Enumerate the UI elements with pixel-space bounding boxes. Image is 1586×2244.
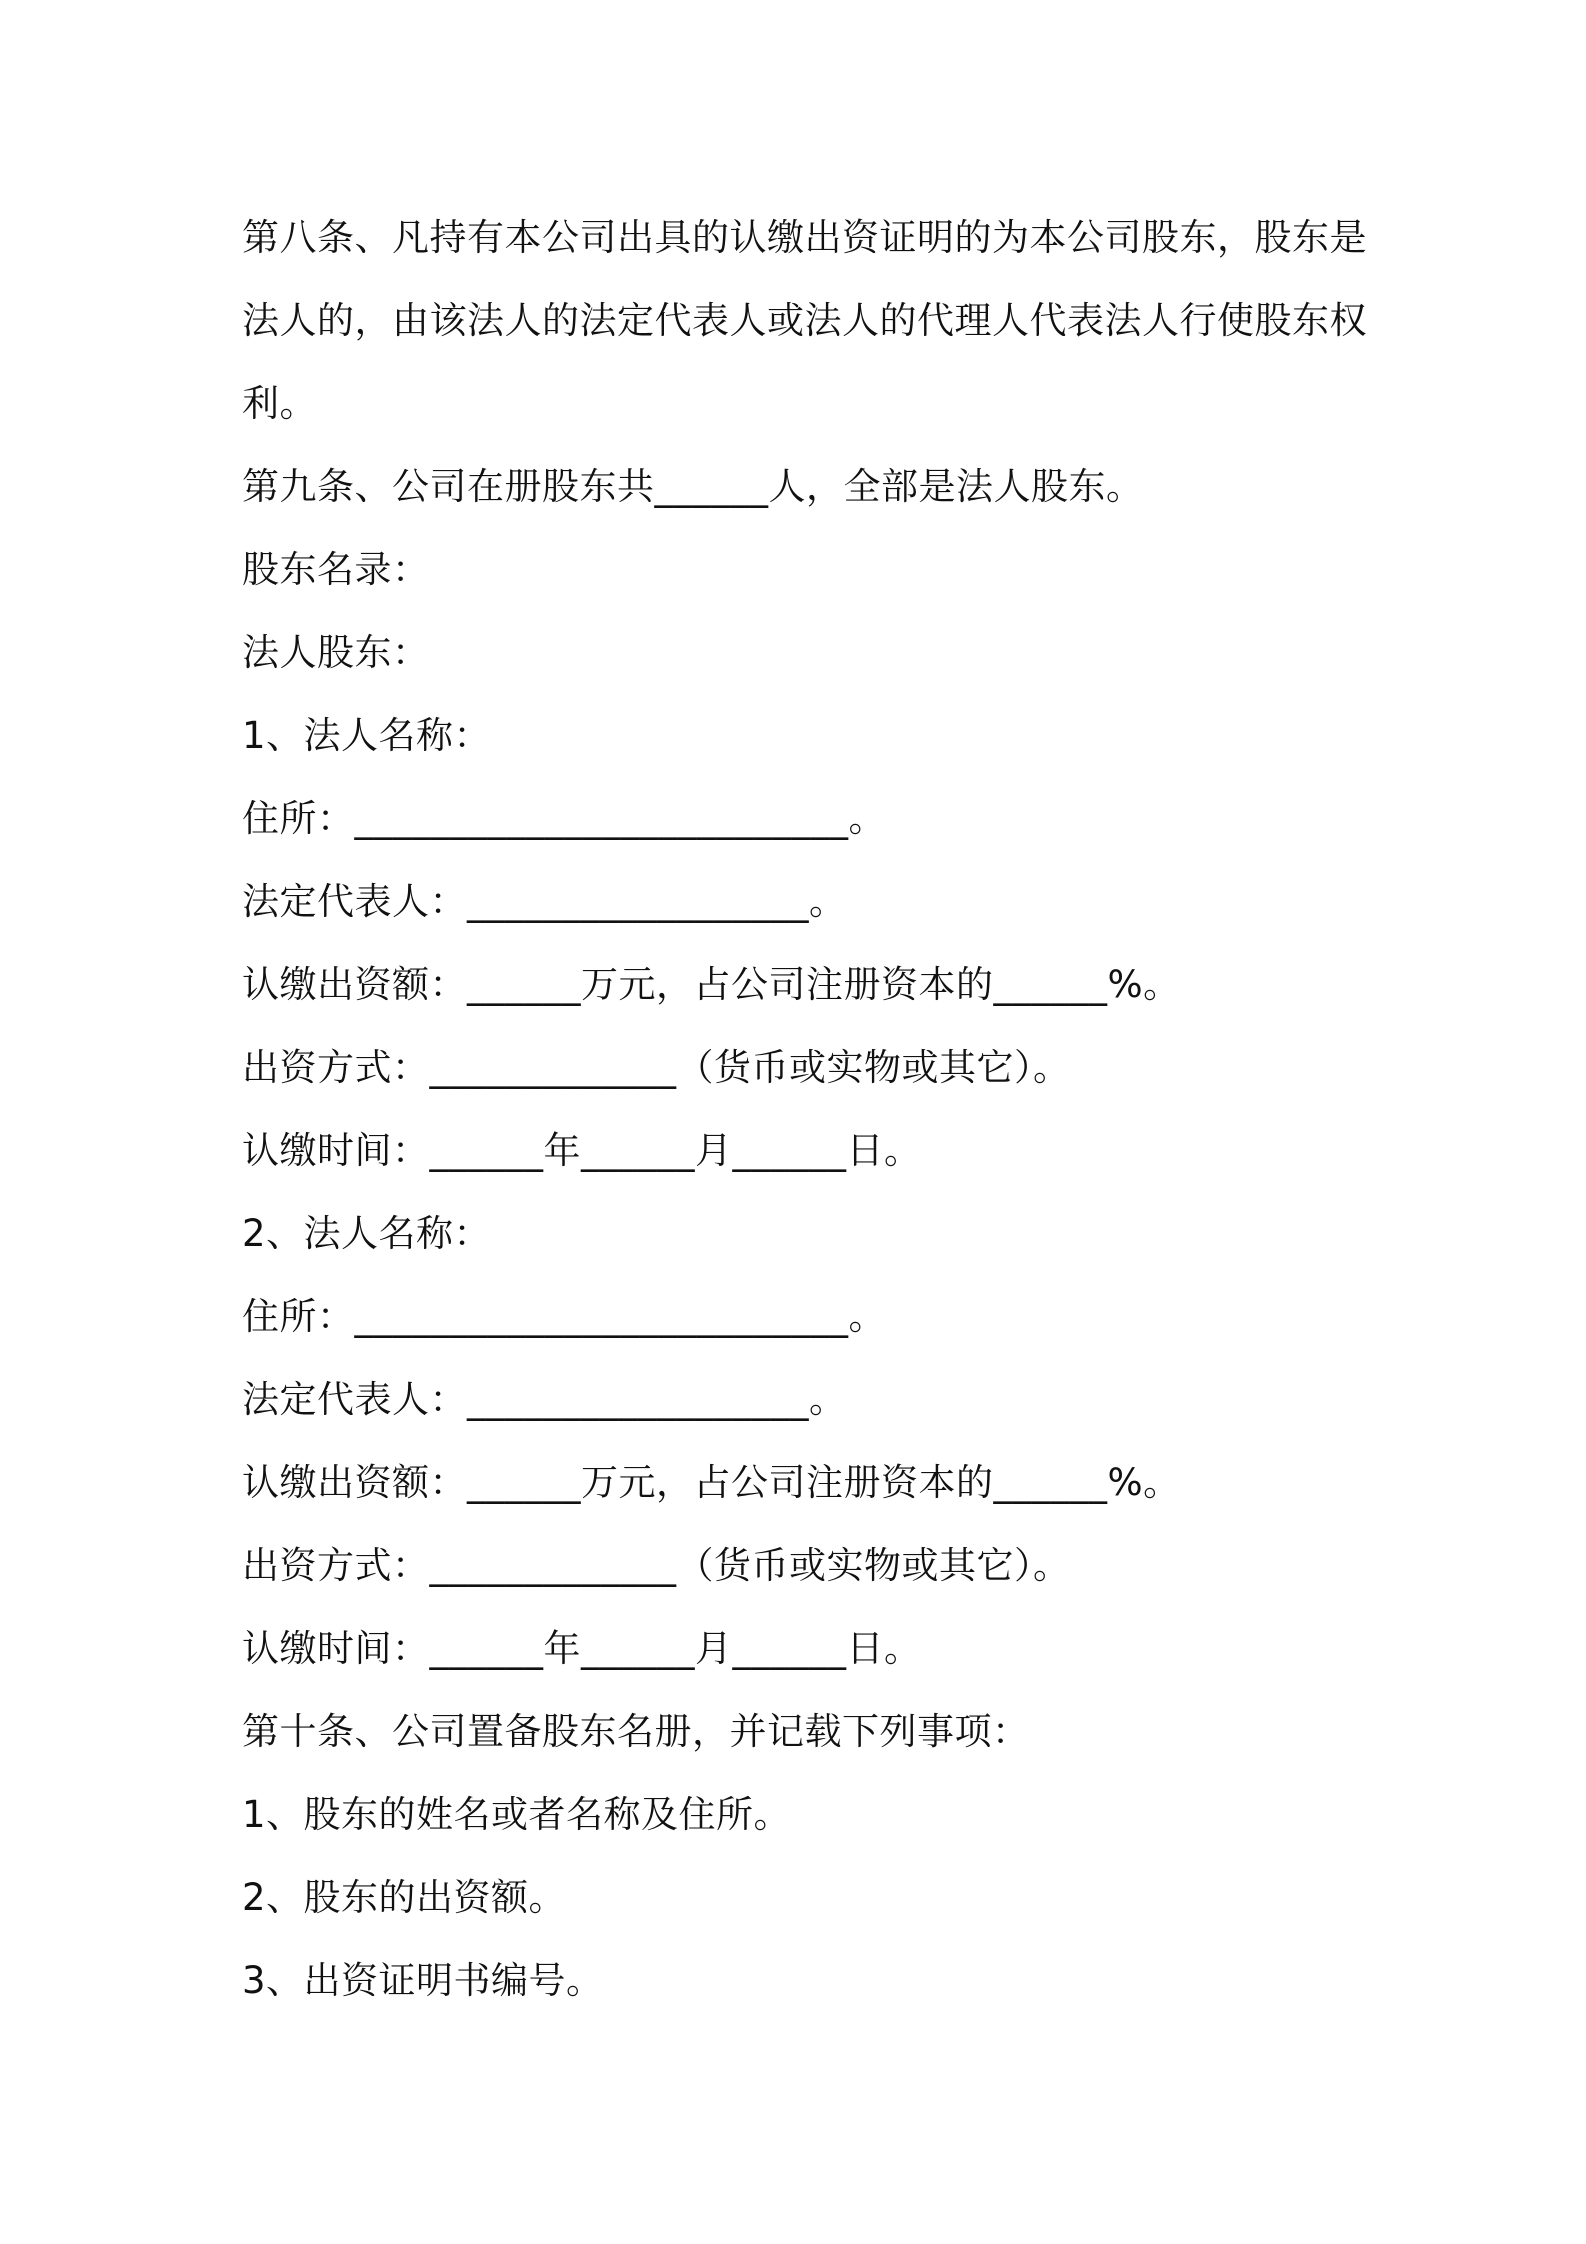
shareholder-2-name: 2、法人名称： (242, 1212, 492, 1255)
shareholder-list-heading: 股东名录： (242, 548, 430, 591)
shareholder-1-subscribed-capital: 认缴出资额：______万元，占公司注册资本的______%。 (242, 963, 1181, 1006)
register-item-3: 3、出资证明书编号。 (242, 1959, 604, 2002)
article-8-line-2: 法人的，由该法人的法定代表人或法人的代理人代表法人行使股东权 (242, 299, 1367, 342)
shareholder-2-address: 住所：__________________________。 (242, 1295, 886, 1338)
shareholder-2-legal-representative: 法定代表人：__________________。 (242, 1378, 847, 1421)
shareholder-2-contribution-method: 出资方式：_____________（货币或实物或其它）。 (242, 1544, 1071, 1587)
shareholder-2-subscribed-capital: 认缴出资额：______万元，占公司注册资本的______%。 (242, 1461, 1181, 1504)
shareholder-1-name: 1、法人名称： (242, 714, 492, 757)
shareholder-1-address: 住所：__________________________。 (242, 797, 886, 840)
register-item-2: 2、股东的出资额。 (242, 1876, 567, 1919)
shareholder-1-subscription-date: 认缴时间：______年______月______日。 (242, 1129, 922, 1172)
shareholder-1-contribution-method: 出资方式：_____________（货币或实物或其它）。 (242, 1046, 1071, 1089)
legal-person-shareholder-heading: 法人股东： (242, 631, 430, 674)
shareholder-2-subscription-date: 认缴时间：______年______月______日。 (242, 1627, 922, 1670)
shareholder-1-legal-representative: 法定代表人：__________________。 (242, 880, 847, 923)
article-9: 第九条、公司在册股东共______人，全部是法人股东。 (242, 465, 1144, 508)
register-item-1: 1、股东的姓名或者名称及住所。 (242, 1793, 792, 1836)
article-8-line-3: 利。 (242, 382, 317, 425)
article-10: 第十条、公司置备股东名册，并记载下列事项： (242, 1710, 1030, 1753)
document-body (242, 196, 1367, 2022)
article-8-line-1: 第八条、凡持有本公司出具的认缴出资证明的为本公司股东，股东是 (242, 216, 1367, 259)
